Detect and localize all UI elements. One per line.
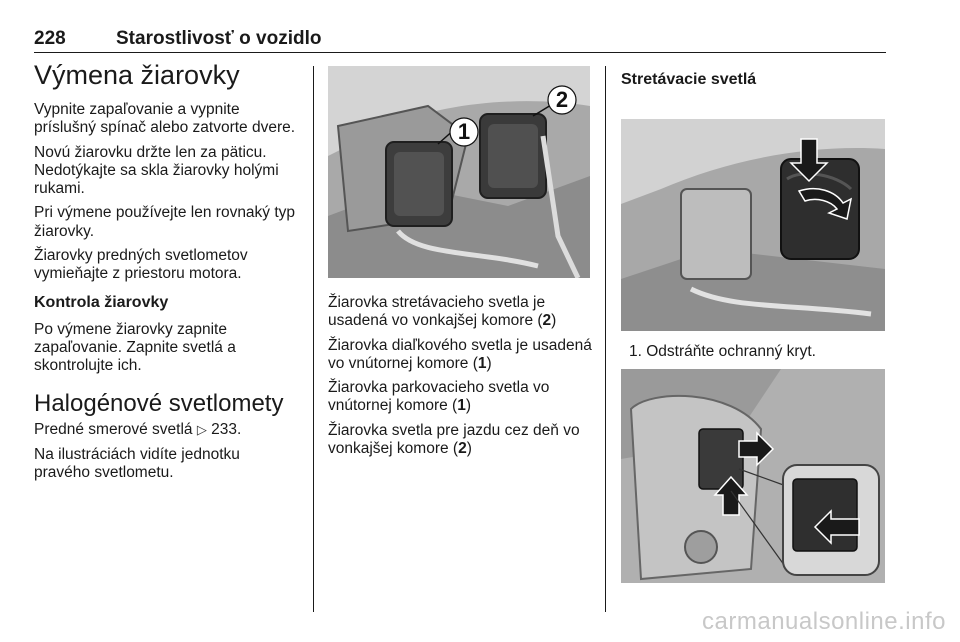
subheading-low-beam: Stretávacie svetlá — [621, 71, 757, 88]
paragraph: Pri výmene používejte len rovnaký typ žiarovky. — [34, 204, 296, 240]
figure-label-1: 1 — [457, 119, 471, 144]
column-divider — [313, 66, 314, 612]
watermark: carmanualsonline.info — [702, 608, 946, 635]
heading-halogen-headlights: Halogénové svetlomety — [34, 389, 284, 417]
paragraph: Vypnite zapaľovanie a vypnite príslušný spínač alebo zatvorte dvere. — [34, 101, 296, 137]
paragraph: Žiarovka stretávacieho svetla je usadená vo vonkajšej komore (2) — [328, 294, 557, 330]
column-left — [34, 60, 296, 488]
section-title: Starostlivosť o vozidlo — [116, 28, 322, 49]
paragraph: Žiarovka parkovacieho svetla vo vnútornej komore (1) — [328, 379, 550, 415]
paragraph: Na ilustráciách vidíte jednotku pravého svetlometu. — [34, 445, 240, 481]
column-middle — [328, 66, 594, 464]
reference-text: Predné smerové svetlá — [34, 421, 193, 439]
paragraph: Žiarovky predných svetlometov vymieňajte z priestoru motora. — [34, 247, 248, 283]
paragraph-reference — [34, 421, 296, 439]
paragraph: Po výmene žiarovky zapnite zapaľovanie. Zapnite svetlá a skontrolujte ich. — [34, 320, 236, 375]
heading-bulb-replacement: Výmena žiarovky — [34, 60, 240, 90]
step-1: 1. Odstráňte ochranný kryt. — [629, 343, 816, 361]
paragraph: Novú žiarovku držte len za päticu. Nedotýkajte sa skla žiarovky holými rukami. — [34, 143, 279, 198]
reference-page-link[interactable]: 233. — [211, 421, 242, 439]
page-number: 228 — [34, 28, 66, 49]
column-divider — [605, 66, 606, 612]
page-header — [34, 26, 886, 53]
figure-label-2: 2 — [555, 87, 569, 112]
protective-cover-removal-illustration — [621, 369, 885, 583]
subheading-bulb-check: Kontrola žiarovky — [34, 293, 169, 311]
arrow-reference-icon[interactable]: ▷ — [196, 422, 207, 438]
column-right — [621, 66, 886, 583]
paragraph: Žiarovka svetla pre jazdu cez deň vo vonkajšej komore (2) — [328, 421, 580, 457]
low-beam-cover-illustration — [621, 119, 885, 331]
paragraph: Žiarovka diaľkového svetla je usadená vo vnútornej komore (1) — [328, 336, 592, 372]
headlight-illustration — [328, 66, 590, 278]
